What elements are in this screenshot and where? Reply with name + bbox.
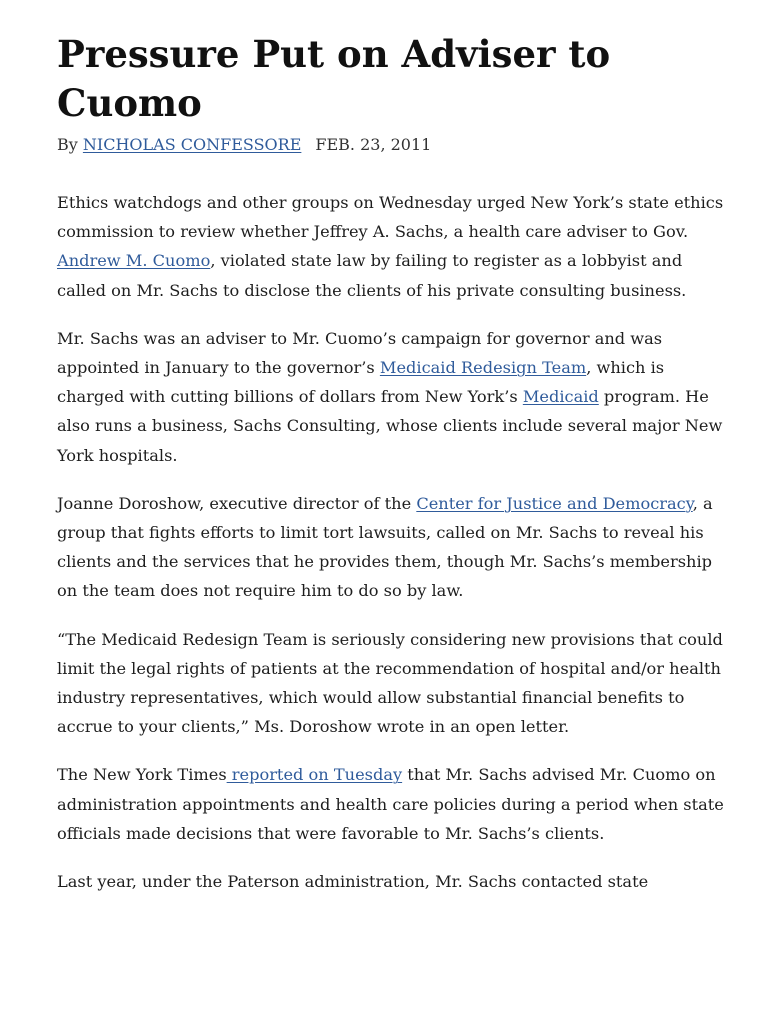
paragraph-text: , violated state law by failing to register as a lobbyist and called on Mr. Sachs to disclose the clients of his private consulting business. bbox=[57, 251, 687, 300]
author-link[interactable]: NICHOLAS CONFESSORE bbox=[82, 135, 302, 154]
paragraph-text: Joanne Doroshow, executive director of the bbox=[57, 493, 417, 513]
paragraph-text: Ethics watchdogs and other groups on Wednesday urged New York’s state ethics commission to review whether Jeffrey A. Sachs, a health care adviser to Gov. bbox=[57, 193, 724, 242]
article-body bbox=[57, 188, 727, 896]
link-medicaid[interactable]: Medicaid bbox=[522, 387, 599, 407]
paragraph-text: The New York Times bbox=[57, 765, 227, 785]
headline: Pressure Put on Adviser to Cuomo bbox=[57, 32, 611, 125]
paragraph-text: program. He also runs a business, Sachs Consulting, whose clients include several major New York hospitals. bbox=[57, 387, 723, 465]
byline-prefix: By bbox=[57, 135, 83, 154]
paragraph-6 bbox=[57, 867, 727, 896]
link-reported-on-tuesday[interactable]: reported on Tuesday bbox=[226, 765, 403, 785]
link-medicaid-redesign-team[interactable]: Medicaid Redesign Team bbox=[379, 358, 587, 378]
paragraph-4 bbox=[57, 625, 727, 742]
paragraph-text: , a group that fights efforts to limit tort lawsuits, called on Mr. Sachs to reveal his clients and the services that he provides them, though Mr. Sachs’s membership on the team does not require him to do so by law. bbox=[57, 493, 713, 601]
link-center-for-justice-and-democracy[interactable]: Center for Justice and Democracy bbox=[416, 493, 693, 513]
article-page bbox=[57, 30, 727, 915]
paragraph-2 bbox=[57, 324, 727, 470]
paragraph-1 bbox=[57, 188, 727, 305]
paragraph-text: “The Medicaid Redesign Team is seriously considering new provisions that could limit the legal rights of patients at the recommendation of hospital and/or health industry representatives, which would allow substantial financial benefits to accrue to your clients,” Ms. Doroshow wrote in an open letter. bbox=[57, 629, 723, 737]
publish-date: FEB. 23, 2011 bbox=[315, 135, 432, 154]
paragraph-text: Last year, under the Paterson administration, Mr. Sachs contacted state bbox=[57, 872, 649, 892]
paragraph-3 bbox=[57, 489, 727, 606]
paragraph-text: , which is charged with cutting billions of dollars from New York’s bbox=[57, 358, 665, 407]
paragraph-text: that Mr. Sachs advised Mr. Cuomo on administration appointments and health care policies during a period when state officials made decisions that were favorable to Mr. Sachs’s clients. bbox=[57, 765, 724, 843]
paragraph-5 bbox=[57, 760, 727, 848]
paragraph-text: Mr. Sachs was an adviser to Mr. Cuomo’s campaign for governor and was appointed in January to the governor’s bbox=[57, 328, 663, 378]
link-andrew-cuomo[interactable]: Andrew M. Cuomo bbox=[57, 251, 211, 271]
byline bbox=[57, 134, 727, 156]
